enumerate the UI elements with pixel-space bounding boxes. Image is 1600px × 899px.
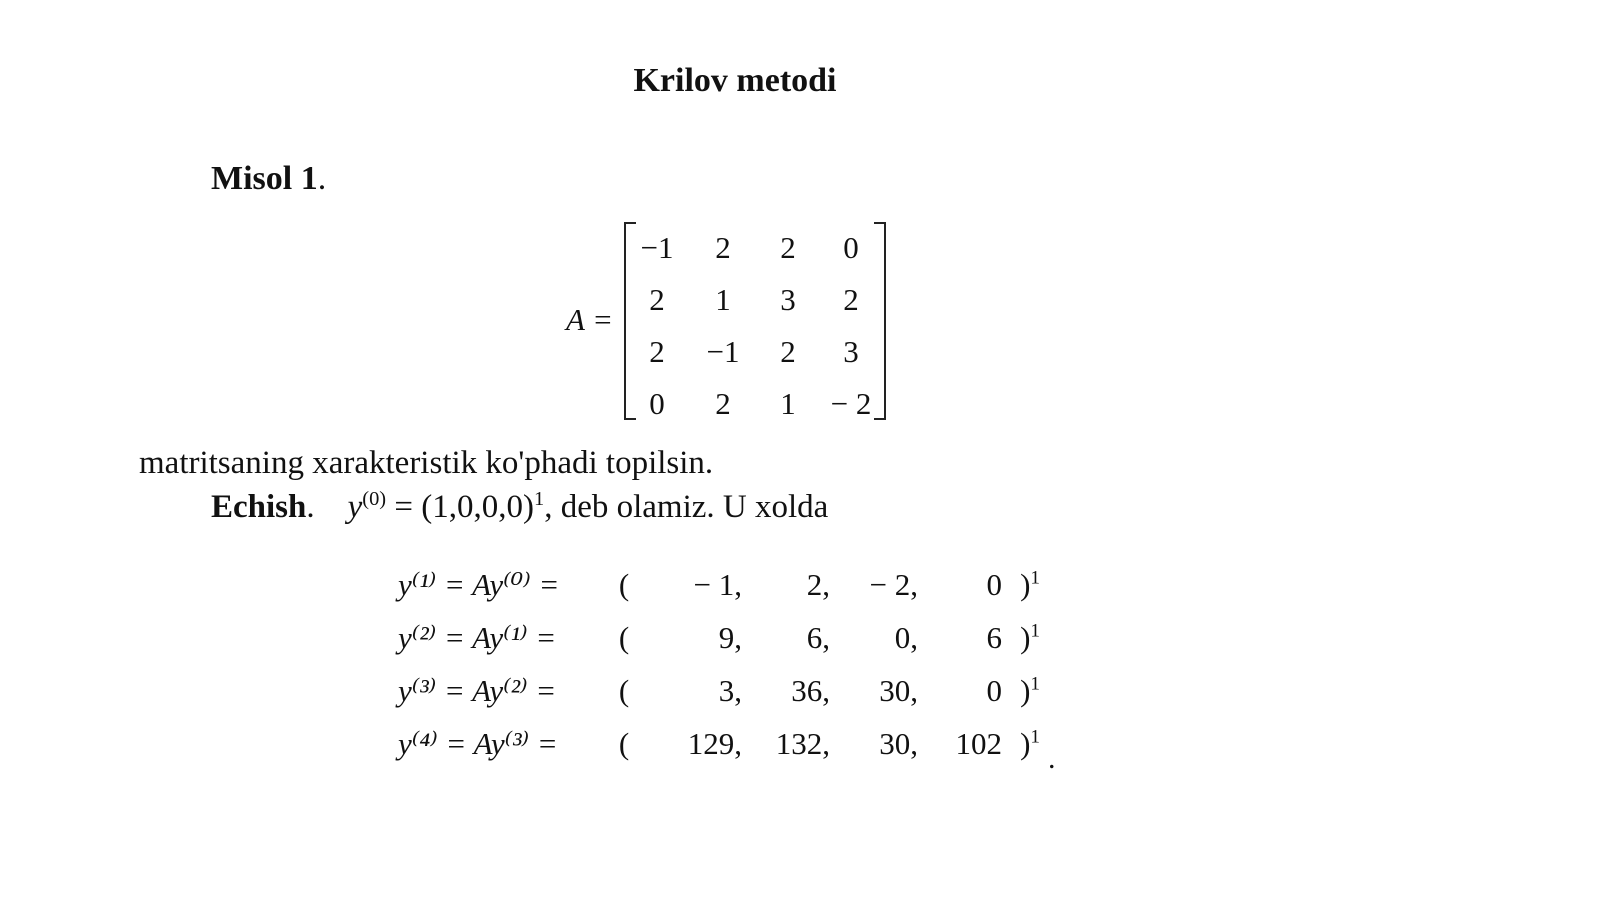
matrix-cell: − 2: [830, 386, 872, 421]
matrix-cell: 2: [649, 334, 665, 369]
iteration-lhs: y⁽¹⁾ = Ay⁽⁰⁾ =: [398, 566, 560, 602]
iteration-value: 2,: [806, 566, 830, 602]
page-title: Krilov metodi: [633, 62, 837, 99]
matrix-cell: 2: [715, 230, 731, 265]
matrix-cell: 1: [780, 386, 796, 421]
matrix-cell: 0: [843, 230, 859, 265]
matrix-cell: −1: [706, 334, 740, 369]
matrix-cell: 0: [649, 386, 665, 421]
iteration-row: [398, 558, 1040, 611]
init-vector-symbol: y: [347, 489, 363, 525]
transpose-mark: 1: [533, 488, 545, 510]
close-paren: )$^1$: [1020, 566, 1040, 602]
iteration-value: 36,: [791, 672, 830, 708]
iteration-value: 132,: [775, 725, 830, 761]
matrix-cell: 2: [715, 386, 731, 421]
solution-text: , deb olamiz. U xolda: [544, 489, 829, 525]
iteration-value: 30,: [879, 672, 918, 708]
init-superscript: (0): [362, 488, 387, 510]
close-paren: )$^1$: [1020, 672, 1040, 708]
solution-label: Echish: [211, 489, 307, 525]
matrix-cell: 2: [649, 282, 665, 317]
solution-dot: .: [306, 489, 315, 525]
solution-line: [211, 488, 828, 526]
matrix-cell: 1: [715, 282, 731, 317]
iteration-table: [398, 558, 1040, 770]
iteration-value: 6: [986, 619, 1002, 655]
matrix-cell: 3: [843, 334, 859, 369]
iteration-value: 3,: [718, 672, 742, 708]
init-vector-value: = (1,0,0,0): [386, 489, 534, 525]
open-paren: (: [618, 672, 630, 708]
open-paren: (: [618, 725, 630, 761]
iteration-row: [398, 664, 1040, 717]
matrix-label: A =: [566, 302, 614, 337]
close-paren: )$^1$: [1020, 619, 1040, 655]
example-dot: .: [317, 160, 327, 197]
final-period: .: [1048, 742, 1056, 775]
iteration-row: [398, 717, 1040, 770]
iteration-value: 9,: [718, 619, 742, 655]
open-paren: (: [618, 566, 630, 602]
iteration-value: − 1,: [693, 566, 742, 602]
matrix-cell: 2: [843, 282, 859, 317]
iteration-value: 30,: [879, 725, 918, 761]
matrix-cell: −1: [640, 230, 674, 265]
matrix-a: [624, 222, 886, 420]
close-paren: )$^1$: [1020, 725, 1040, 761]
example-label: Misol 1: [211, 160, 318, 197]
example-heading: [211, 160, 326, 198]
iteration-value: 6,: [806, 619, 830, 655]
iteration-lhs: y⁽³⁾ = Ay⁽²⁾ =: [398, 672, 557, 708]
matrix-cell: 3: [780, 282, 796, 317]
iteration-lhs: y⁽²⁾ = Ay⁽¹⁾ =: [398, 619, 557, 655]
matrix-grid: [626, 222, 884, 420]
iteration-value: − 2,: [869, 566, 918, 602]
iteration-value: 102: [955, 725, 1002, 761]
iteration-lhs: y⁽⁴⁾ = Ay⁽³⁾ =: [398, 725, 558, 761]
matrix-cell: 2: [780, 230, 796, 265]
iteration-value: 0: [986, 672, 1002, 708]
iteration-row: [398, 611, 1040, 664]
iteration-value: 0: [986, 566, 1002, 602]
iteration-value: 0,: [894, 619, 918, 655]
iteration-value: 129,: [687, 725, 742, 761]
open-paren: (: [618, 619, 630, 655]
matrix-cell: 2: [780, 334, 796, 369]
problem-statement: matritsaning xarakteristik ko'phadi topilsin.: [139, 445, 714, 481]
